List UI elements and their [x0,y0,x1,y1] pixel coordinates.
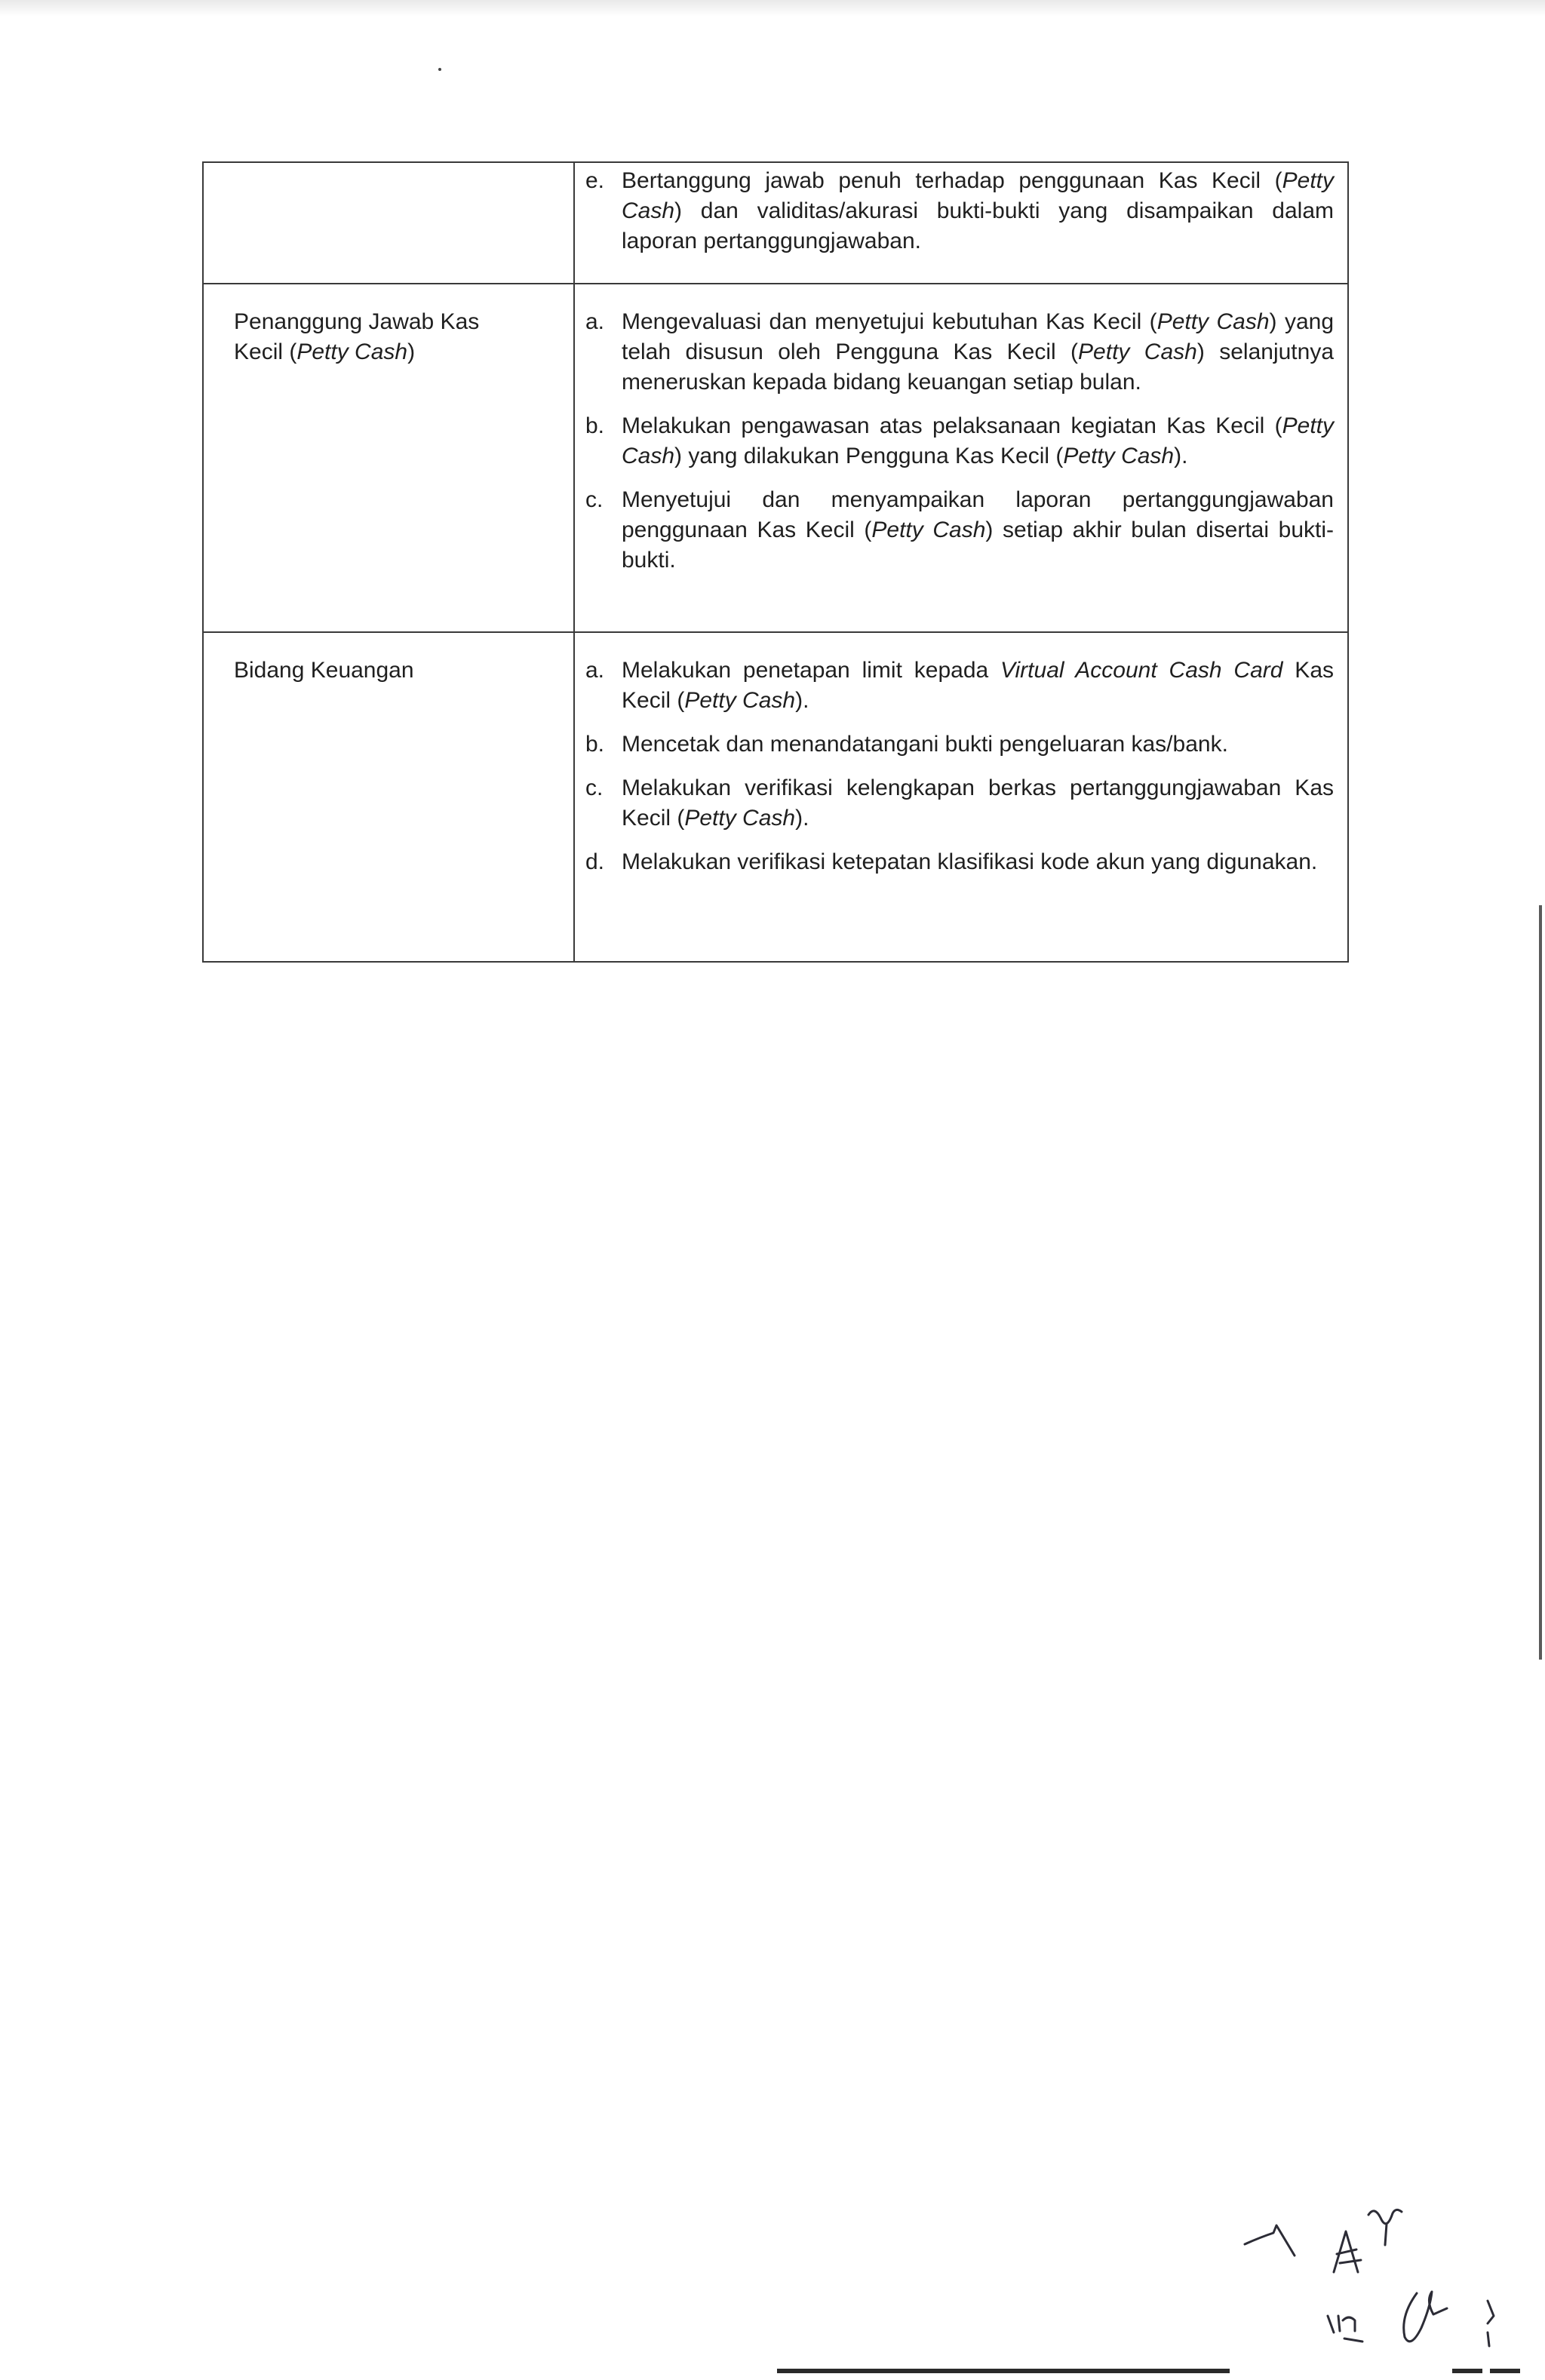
role-cell [203,284,574,632]
list-item [585,847,1334,877]
scan-bottom-line [777,2369,1230,2373]
item-text: Melakukan penetapan limit kepada Virtual Account Cash Card Kas Kecil (Petty Cash). [622,658,1334,713]
table-row [203,162,1348,284]
item-letter: c. [585,487,604,512]
responsibility-table [202,161,1349,963]
list-item [585,411,1334,471]
item-letter: e. [585,168,605,193]
scan-edge-shadow [0,0,1545,17]
table-row [203,284,1348,632]
role-label: Penanggung Jawab Kas Kecil (Petty Cash) [234,309,480,364]
role-cell-empty [203,162,574,284]
item-text: Melakukan pengawasan atas pelaksanaan kegiatan Kas Kecil (Petty Cash) yang dilakukan Pengguna Kas Kecil (Petty Cash). [622,413,1334,468]
list-item [585,166,1334,256]
duties-cell [574,162,1348,284]
item-text: Mengevaluasi dan menyetujui kebutuhan Kas Kecil (Petty Cash) yang telah disusun oleh Pengguna Kas Kecil (Petty Cash) selanjutnya meneruskan kepada bidang keuangan setiap bulan. [622,309,1335,395]
list-item [585,307,1334,398]
list-item [585,729,1334,760]
item-letter: a. [585,658,605,683]
duties-cell [574,284,1348,632]
item-letter: b. [585,413,605,438]
item-text: Bertanggung jawab penuh terhadap penggunaan Kas Kecil (Petty Cash) dan validitas/akurasi bukti-bukti yang disampaikan dalam laporan pertanggungjawaban. [622,168,1334,253]
scan-speck [438,68,441,71]
item-text: Menyetujui dan menyampaikan laporan pertanggungjawaban penggunaan Kas Kecil (Petty Cash) setiap akhir bulan disertai bukti-bukti. [622,487,1335,573]
scan-bottom-line [1490,2369,1520,2373]
role-cell [203,632,574,962]
role-label: Bidang Keuangan [234,658,414,683]
item-text: Mencetak dan menandatangani bukti pengeluaran kas/bank. [622,732,1228,757]
list-item [585,485,1334,576]
scan-bottom-line [1452,2369,1482,2373]
duties-cell [574,632,1348,962]
table-row [203,632,1348,962]
item-text: Melakukan verifikasi ketepatan klasifikasi kode akun yang digunakan. [622,849,1318,874]
item-letter: c. [585,775,604,800]
item-text: Melakukan verifikasi kelengkapan berkas pertanggungjawaban Kas Kecil (Petty Cash). [622,775,1334,831]
handwritten-initials-icon [1207,2188,1539,2369]
item-letter: a. [585,309,605,334]
scan-edge-line [1539,905,1542,1660]
item-letter: d. [585,849,605,874]
item-letter: b. [585,732,605,757]
list-item [585,773,1334,834]
list-item [585,656,1334,716]
